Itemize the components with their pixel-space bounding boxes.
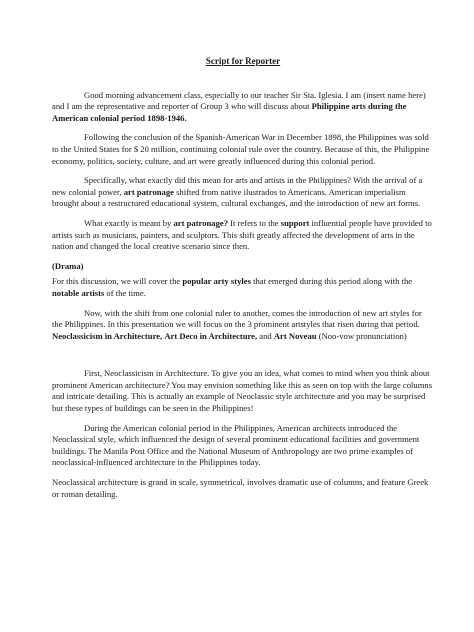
specifics-text-a: Specifically, what exactly did this mean for arts and artists in the Philippines? With the arrival of a new colonial power, [52, 175, 423, 197]
patronage-text-c: influential people have provided to artists such as musicians, painters, and sculptors. This shift greatly affected the development of arts in the nation and changed the local creative scenario since then. [52, 217, 432, 252]
paragraph-artstyles [52, 308, 434, 343]
drama-cue [52, 261, 434, 273]
artstyles-bold-2: Art Deco in Architecture, [164, 330, 258, 341]
paragraph-colonial-architecture [52, 423, 434, 469]
discussion-text-c: of the time. [104, 287, 146, 298]
neoclassical-features-text: Neoclassical architecture is grand in scale, symmetrical, involves dramatic use of columns, and feature Greek or roman detailing. [52, 477, 429, 499]
patronage-bold-1: art patronage? [173, 217, 228, 228]
greeting-text: Good morning advancement class, especially to our teacher Sir Sta. Iglesia. I am (insert name here) and I am the representative and reporter of Group 3 who will discuss about [52, 89, 426, 112]
paragraph-neoclassical-features [52, 477, 434, 500]
patronage-bold-2: support [280, 217, 310, 228]
discussion-text-a: For this discussion, we will cover the [52, 276, 183, 287]
discussion-text-b: that emerged during this period along with the [250, 276, 413, 287]
artstyles-bold-1: Neoclassicism in Architecture, [52, 330, 163, 341]
paragraph-history [52, 132, 434, 167]
paragraph-greeting [52, 90, 434, 125]
page-title: Script for Reporter [205, 56, 281, 66]
drama-label: (Drama) [52, 260, 84, 271]
artstyles-bold-3: Art Noveau [273, 330, 317, 341]
paragraph-specifics [52, 175, 434, 210]
discussion-bold-1: popular arty styles [182, 276, 251, 287]
artstyles-text-d: (Noo-vow pronunciation) [316, 330, 407, 341]
paragraph-neoclassicism [52, 368, 434, 414]
neoclassicism-text: First, Neoclassicism in Architecture. To give you an idea, what comes to mind when you think about prominent American architecture? You may envision something like this as seen on top with the large columns and intricate detailing. This is actually an example of Neoclassic style architecture and you may be surprised but these types of buildings can be seen in the Philippines! [52, 368, 433, 414]
discussion-bold-2: notable artists [52, 287, 105, 298]
patronage-text-b: It refers to the [228, 217, 281, 228]
paragraph-discussion [52, 276, 434, 299]
specifics-text-b: shifted from native ilustrados to Americans. American imperialism brought about a restructured educational system, cultural exchanges, and the introduction of new art forms. [52, 186, 421, 209]
artstyles-text-a: Now, with the shift from one colonial ruler to another, comes the introduction of new art styles for the Philippines. In this presentation we will focus on the 3 prominent artstyles that risen during that period. [52, 307, 422, 330]
paragraph-patronage [52, 218, 434, 253]
history-text: Following the conclusion of the Spanish-American War in December 1898, the Philippines was sold to the United States for $ 20 million, continuing colonial rule over the country. Because of this, the Philippine economy, politics, society, culture, and art were greatly influenced during this colonial period. [52, 132, 430, 166]
colonial-architecture-text: During the American colonial period in the Philippines, American architects introduced the Neoclassical style, which influenced the design of several prominent educational facilities and government buildings. The Manila Post Office and the National Museum of Anthropology are two prime examples of neoclassical-influenced architecture in the Philippines today. [52, 422, 420, 468]
artstyles-text-c: and [257, 330, 274, 341]
greeting-topic: Philippine arts during the American colonial period 1898-1946. [52, 101, 407, 123]
specifics-bold: art patronage [123, 186, 174, 197]
patronage-text-a: What exactly is meant by [84, 217, 174, 228]
